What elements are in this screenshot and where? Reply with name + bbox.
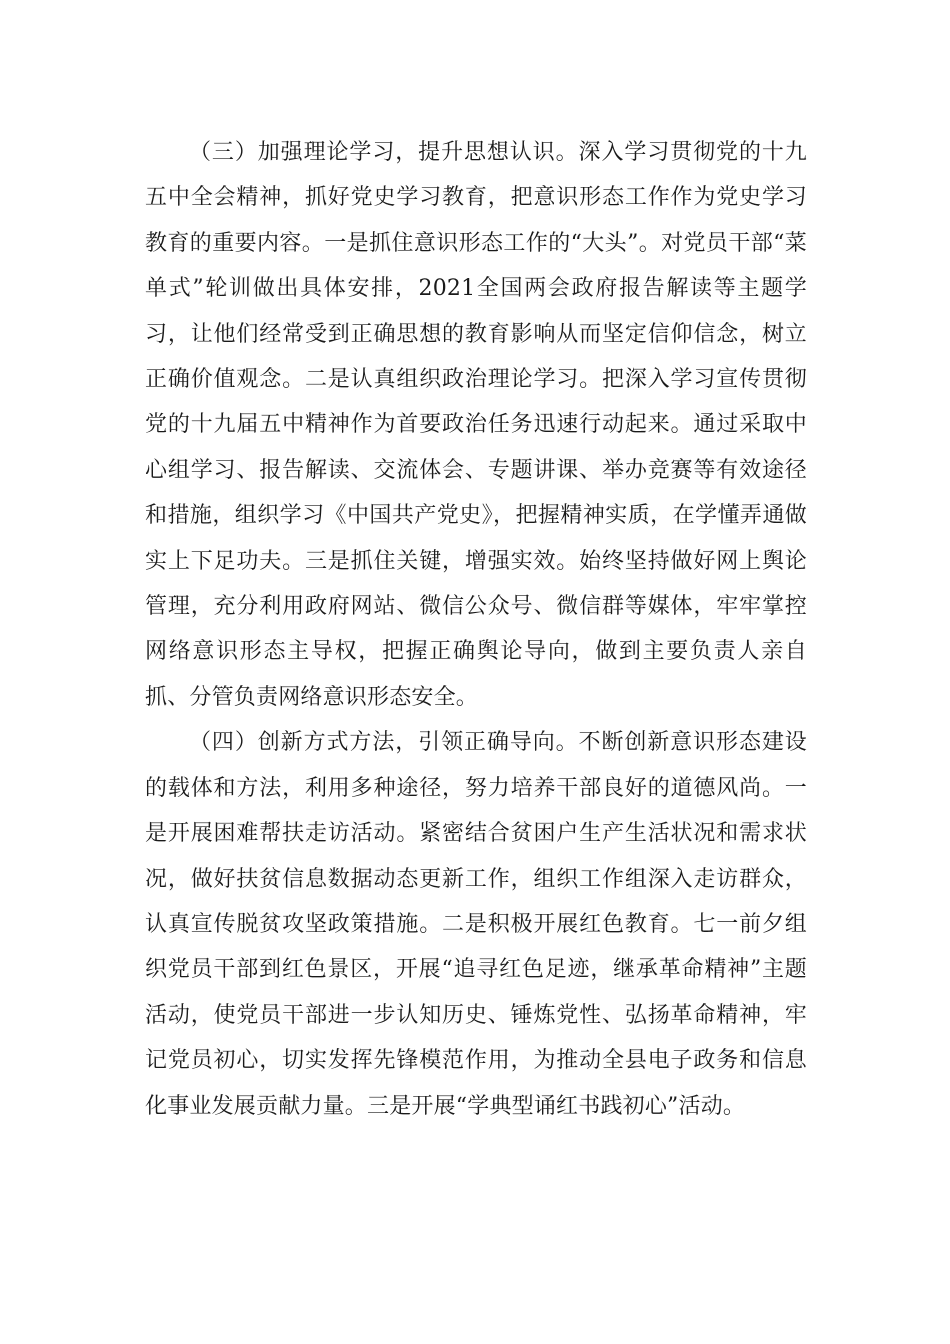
- paragraph-section-four: （四）创新方式方法，引领正确导向。不断创新意识形态建设的载体和方法，利用多种途径，努力培养干部良好的道德风尚。一是开展困难帮扶走访活动。紧密结合贫困户生产生活状况和需求状况，做好扶贫信息数据动态更新工作，组织工作组深入走访群众，认真宣传脱贫攻坚政策措施。二是积极开展红色教育。七一前夕组织党员干部到红色景区，开展“追寻红色足迹，继承革命精神”主题活动，使党员干部进一步认知历史、锤炼党性、弘扬革命精神，牢记党员初心，切实发挥先锋模范作用，为推动全县电子政务和信息化事业发展贡献力量。三是开展“学典型诵红书践初心”活动。: [145, 730, 807, 1119]
- document-body: [145, 130, 807, 1129]
- paragraph-section-three: （三）加强理论学习，提升思想认识。深入学习贯彻党的十九五中全会精神，抓好党史学习教育，把意识形态工作作为党史学习教育的重要内容。一是抓住意识形态工作的“大头”。对党员干部“菜单式”轮训做出具体安排，2021全国两会政府报告解读等主题学习，让他们经常受到正确思想的教育影响从而坚定信仰信念，树立正确价值观念。二是认真组织政治理论学习。把深入学习宣传贯彻党的十九届五中精神作为首要政治任务迅速行动起来。通过采取中心组学习、报告解读、交流体会、专题讲课、举办竞赛等有效途径和措施，组织学习《中国共产党史》，把握精神实质，在学懂弄通做实上下足功夫。三是抓住关键，增强实效。始终坚持做好网上舆论管理，充分利用政府网站、微信公众号、微信群等媒体，牢牢掌控网络意识形态主导权，把握正确舆论导向，做到主要负责人亲自抓、分管负责网络意识形态安全。: [145, 140, 807, 710]
